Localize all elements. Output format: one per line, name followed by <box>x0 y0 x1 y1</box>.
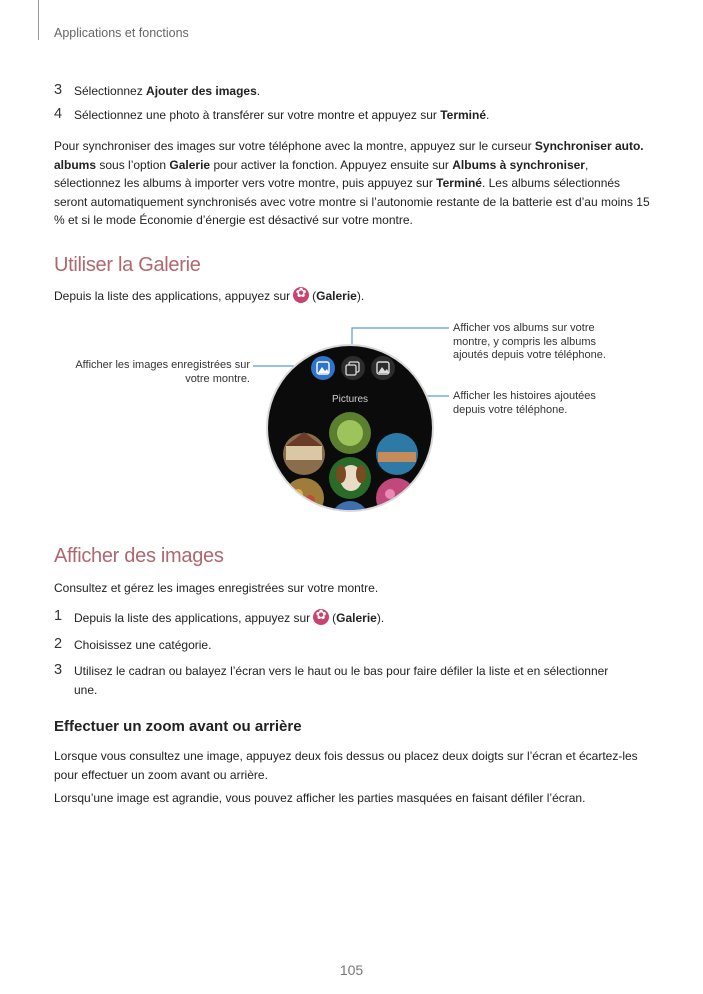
step-4-top: 4 Sélectionnez une photo à transférer sur votre montre et appuyez sur Terminé. <box>54 106 490 122</box>
view-images-intro: Consultez et gérez les images enregistrées sur votre montre. <box>54 581 379 595</box>
section-title-view-images: Afficher des images <box>54 545 224 567</box>
callout-stories: Afficher les histoires ajoutées depuis votre téléphone. <box>453 390 596 416</box>
zoom-paragraph-1: Lorsque vous consultez une image, appuyez deux fois dessus ou placez deux doigts sur l’écran et écartez-les pour effectuer un zoom avant ou arrière. <box>54 749 638 782</box>
step-1: 1 Depuis la liste des applications, appuyez sur✿ (Galerie). <box>54 609 644 627</box>
zoom-paragraph-2: Lorsqu’une image est agrandie, vous pouvez afficher les parties masquées en faisant défiler l’écran. <box>54 791 586 805</box>
callout-pictures: Afficher les images enregistrées sur votre montre. <box>75 359 250 385</box>
section-title-gallery: Utiliser la Galerie <box>54 254 201 276</box>
gallery-icon <box>313 609 329 625</box>
step-number: 3 <box>54 82 63 98</box>
subsection-title-zoom: Effectuer un zoom avant ou arrière <box>54 718 302 735</box>
section-header: Applications et fonctions <box>54 26 189 40</box>
step-3-top: 3 Sélectionnez Ajouter des images. <box>54 82 261 98</box>
thumb-sky <box>331 501 369 539</box>
gallery-intro: Depuis la liste des applications, appuyez sur✿ (Galerie). <box>54 287 654 306</box>
callout-albums: Afficher vos albums sur votre montre, y compris les albums ajoutés depuis votre téléphone. <box>453 322 606 361</box>
step-2: 2 Choisissez une catégorie. <box>54 636 212 652</box>
stories-tab-icon <box>371 356 395 380</box>
pictures-tab-icon <box>311 356 335 380</box>
step-number: 2 <box>54 636 63 652</box>
step-3: 3 Utilisez le cadran ou balayez l’écran vers le haut ou le bas pour faire défiler la liste et en sélectionner une. <box>54 662 609 697</box>
step-number: 4 <box>54 106 63 122</box>
step-number: 3 <box>54 662 63 678</box>
sync-paragraph: Pour synchroniser des images sur votre téléphone avec la montre, appuyez sur le curseur Synchroniser auto. albums sous l’option Galerie pour activer la fonction. Appuyez ensuite sur Albums à synchroniser, sélectionnez les albums à importer vers votre montre, puis appuyez sur Terminé. Les albums sélectionnés seront automatiquement synchronisés avec votre montre si l’autonomie restante de la batterie est d’au moins 15 % et si le mode Économie d’énergie est désactivé sur votre montre. <box>54 139 650 227</box>
step-number: 1 <box>54 608 63 624</box>
watch-screen-title: Pictures <box>331 394 369 405</box>
page-number: 105 <box>339 962 364 978</box>
